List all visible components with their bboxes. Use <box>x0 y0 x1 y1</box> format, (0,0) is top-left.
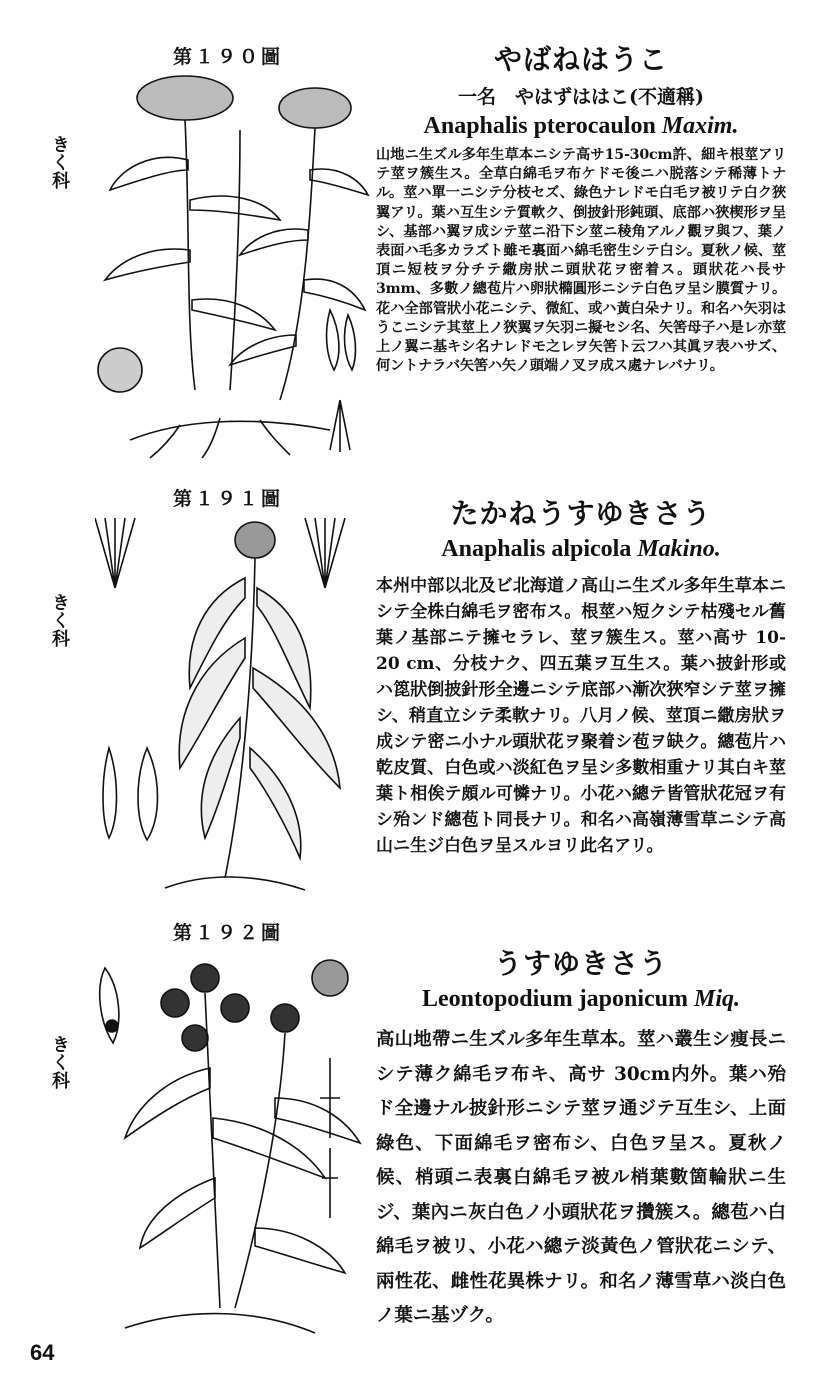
scientific-name <box>376 536 786 563</box>
scientific-name-genus: Leontopodium japonicum <box>421 986 689 1012</box>
scientific-name <box>376 986 786 1013</box>
description: 高山地帶ニ生ズル多年生草本。莖ハ叢生シ痩長ニシテ薄ク綿毛ヲ布キ、高サ 30cm内外。葉ハ殆ド全邊ナル披針形ニシテ莖ヲ通ジテ互生シ、上面綠色、下面綿毛ヲ密布シ、白色ヲ呈ス。夏秋ノ候、梢頭ニ表裏白綿毛ヲ被ル梢葉數箇輪狀ニ生ジ、葉內ニ灰白色ノ小頭狀花ヲ攢簇ス。總苞ハ白綿毛ヲ被リ、小花ハ總テ淡黃色ノ管狀花ニシテ、兩性花、雌性花異株ナリ。和名ノ薄雪草ハ淡白色ノ葉ニ基ヅク。 <box>376 1029 786 1326</box>
japanese-name: やばねはうこ <box>493 43 668 76</box>
japanese-name: たかねうすゆきさう <box>450 497 712 530</box>
plant-illustration <box>95 518 365 903</box>
plant-illustration <box>90 70 370 460</box>
leontopodium-japonicum-drawing <box>85 948 370 1348</box>
scientific-name-author: Makino. <box>637 536 721 562</box>
plant-illustration <box>85 948 370 1348</box>
entry-text <box>376 492 786 859</box>
scientific-name-genus: Anaphalis pterocaulon <box>423 113 656 139</box>
family-label: きく科 <box>49 593 70 647</box>
entry-text <box>376 942 786 1334</box>
alternative-name: 一名 やはずははこ(不適稱) <box>458 86 704 108</box>
entry-190 <box>0 0 840 470</box>
scientific-name <box>376 113 786 140</box>
anaphalis-pterocaulon-drawing <box>90 70 370 460</box>
japanese-name: うすゆきさう <box>493 947 668 980</box>
figure-number: 第１９１圖 <box>172 488 283 510</box>
scientific-name-genus: Anaphalis alpicola <box>441 536 632 562</box>
scientific-name-author: Miq. <box>694 986 741 1012</box>
family-label: きく科 <box>49 1035 70 1089</box>
page-number: 64 <box>30 1340 55 1365</box>
entry-192 <box>0 910 840 1400</box>
scientific-name-author: Maxim. <box>661 113 739 139</box>
entry-191 <box>0 470 840 910</box>
figure-number: 第１９０圖 <box>172 46 283 68</box>
family-label: きく科 <box>49 135 70 189</box>
description: 山地ニ生ズル多年生草本ニシテ高サ15-30cm許、細キ根莖アリテ莖ヲ簇生ス。全草白綿毛ヲ布ケドモ後ニハ脱落シテ稀薄トナル。莖ハ單一ニシテ分枝セズ、綠色ナレドモ白毛ヲ被リテ白ク狹翼アリ。葉ハ互生シテ質軟ク、倒披針形鈍頭、底部ハ狹楔形ヲ呈シ、基部ハ翼ヲ成シテ莖ニ沿下シ莖ニ稜角アルノ觀ヲ與フ、葉ノ表面ハ毛多カラズト雖モ裏面ハ綿毛密生シテ白シ。夏秋ノ候、莖頂ニ短枝ヲ分チテ繖房狀ニ頭狀花ヲ密着ス。頭狀花ハ長サ3mm、多數ノ總苞片ハ卵狀橢圓形ニシテ白色ヲ呈シ膜質ナリ。花ハ全部管狀小花ニシテ、微紅、或ハ黃白朵ナリ。和名ハ矢羽はうこニシテ其莖上ノ狹翼ヲ矢羽ニ擬セシ名、矢筈母子ハ是レ亦莖上ノ翼ニ基キシ名ナレドモ之レヲ矢筈ト云フハ其眞ヲ表ハサズ、何ントナラバ矢筈ハ矢ノ頭端ノ叉ヲ成ス處ナレバナリ。 <box>376 147 786 375</box>
figure-number: 第１９２圖 <box>172 922 283 944</box>
anaphalis-alpicola-drawing <box>95 518 365 903</box>
entry-text <box>376 38 786 376</box>
description: 本州中部以北及ビ北海道ノ高山ニ生ズル多年生草本ニシテ全株白綿毛ヲ密布ス。根莖ハ短クシテ枯殘セル舊葉ノ基部ニテ擁セラレ、莖ヲ簇生ス。莖ハ高サ 10-20 cm、分枝ナク、四五葉ヲ互生ス。葉ハ披針形或ハ箆狀倒披針形全邊ニシテ底部ハ漸次狹窄シテ莖ヲ擁シ、稍直立シテ柔軟ナリ。八月ノ候、莖頂ニ繖房狀ヲ成シテ密ニ小ナル頭狀花ヲ聚着シ苞ヲ缺ク。總苞片ハ乾皮質、白色或ハ淡紅色ヲ呈シ多數相重ナリ其白キ莖葉ト相俟テ頗ル可憐ナリ。小花ハ總テ皆管狀花冠ヲ有シ殆ンド總苞ト同長ナリ。和名ハ高嶺薄雪草ニシテ高山ニ生ジ白色ヲ呈スルヨリ此名アリ。 <box>376 576 786 856</box>
